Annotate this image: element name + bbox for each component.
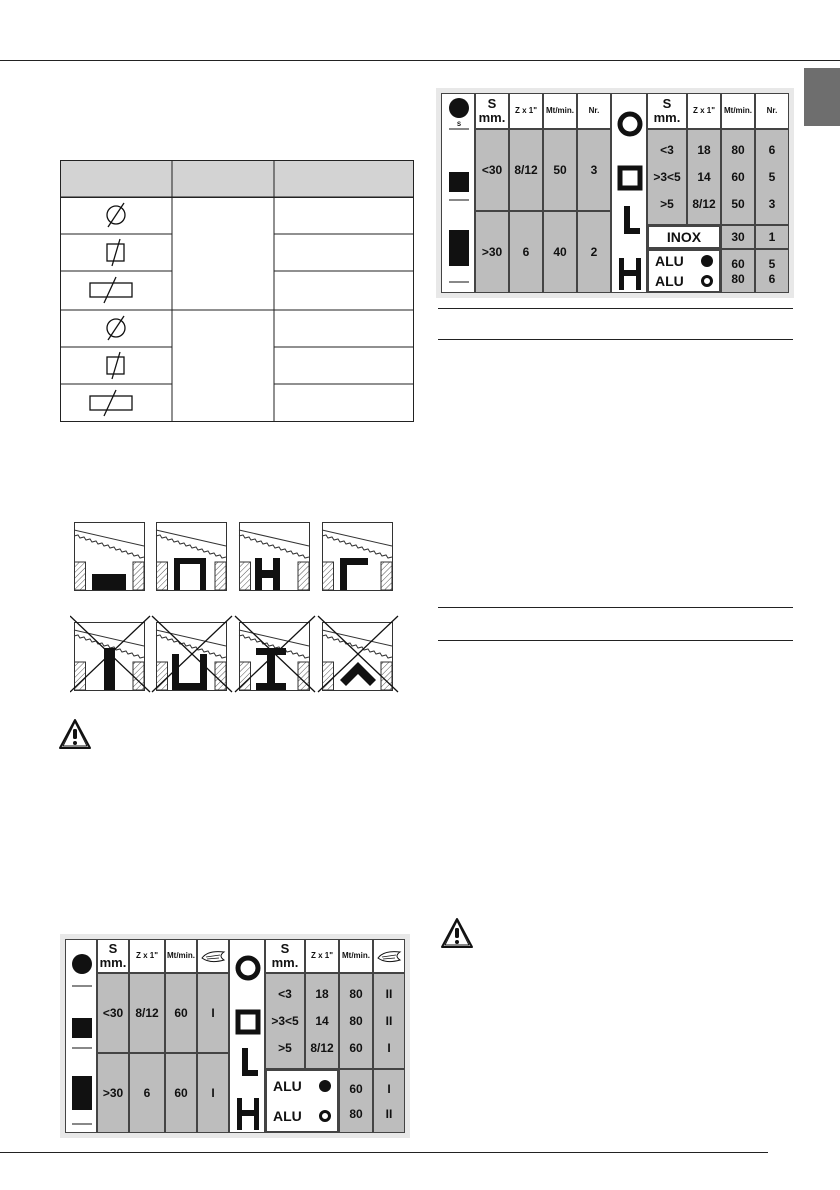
hollow-circle-icon — [319, 1110, 331, 1122]
profile-icons-column — [611, 93, 647, 293]
table-cell: >30 — [97, 1053, 129, 1133]
table-cell: 40 — [543, 211, 577, 293]
table-cell: 60 — [165, 1053, 197, 1133]
table-cell: 3 — [577, 129, 611, 211]
section-rule — [438, 640, 793, 641]
chapter-tab — [804, 68, 840, 126]
incorrect-cut-diagrams — [70, 614, 410, 694]
table-cell: <3 >3<5 >5 — [647, 129, 687, 225]
square-section-icon — [107, 352, 124, 379]
section-rule — [438, 339, 793, 340]
teeth-header: Z x 1" — [305, 939, 339, 973]
section-icons-column — [65, 939, 97, 1133]
table-cell: >30 — [475, 211, 509, 293]
table-cell: I — [197, 973, 229, 1053]
table-cell: <30 — [475, 129, 509, 211]
inox-label: INOX — [647, 225, 721, 249]
solid-circle-icon — [701, 255, 713, 267]
rectangle-section-icon — [90, 277, 132, 303]
speed-header: Mt/min. — [339, 939, 373, 973]
nr-header: Nr. — [755, 93, 789, 129]
alu-labels: ALU ALU — [265, 1069, 339, 1133]
section-rule — [438, 308, 793, 309]
table-cell: 30 — [721, 225, 755, 249]
section-rule — [438, 607, 793, 608]
hollow-circle-icon — [701, 275, 713, 287]
speed-header: Mt/min. — [721, 93, 755, 129]
speed-header: Mt/min. — [165, 939, 197, 973]
section-icons-column — [441, 93, 475, 293]
correct-cut-diagrams — [74, 522, 394, 592]
table-cell: 6 — [129, 1053, 165, 1133]
table-cell: 18 14 8/12 — [687, 129, 721, 225]
blade-speed-table-gears — [60, 934, 410, 1138]
table-cell: 18 14 8/12 — [305, 973, 339, 1069]
alu-labels: ALU ALU — [647, 249, 721, 293]
table-cell: 60 80 — [339, 1069, 373, 1133]
table-cell: 60 — [165, 973, 197, 1053]
round-section-icon — [107, 203, 125, 227]
thickness-header: S mm. — [97, 939, 129, 973]
teeth-header: Z x 1" — [129, 939, 165, 973]
rectangle-section-icon — [90, 390, 132, 416]
table-cell: 50 — [543, 129, 577, 211]
profile-icons-column — [229, 939, 265, 1133]
table-cell: 6 5 3 — [755, 129, 789, 225]
coolant-icon — [197, 939, 229, 973]
blade-speed-table-steel — [436, 88, 794, 298]
table-cell: <30 — [97, 973, 129, 1053]
table-cell: I II — [373, 1069, 405, 1133]
svg-text:S: S — [456, 122, 462, 128]
table-cell: 8/12 — [129, 973, 165, 1053]
teeth-header: Z x 1" — [687, 93, 721, 129]
table-cell: <3 >3<5 >5 — [265, 973, 305, 1069]
thickness-header: S mm. — [265, 939, 305, 973]
table-cell: 8/12 — [509, 129, 543, 211]
teeth-header: Z x 1" — [509, 93, 543, 129]
coolant-icon — [373, 939, 405, 973]
square-section-icon — [107, 239, 124, 266]
table-cell: 5 6 — [755, 249, 789, 293]
solid-circle-icon — [319, 1080, 331, 1092]
table-cell: 60 80 — [721, 249, 755, 293]
footer-rule — [0, 1152, 768, 1153]
warning-icon — [440, 917, 474, 949]
speed-header: Mt/min. — [543, 93, 577, 129]
round-section-icon — [107, 316, 125, 340]
table-cell: 2 — [577, 211, 611, 293]
table-cell: 80 60 50 — [721, 129, 755, 225]
nr-header: Nr. — [577, 93, 611, 129]
cutting-capacity-table — [60, 160, 414, 422]
table-cell: II II I — [373, 973, 405, 1069]
header-rule — [0, 60, 840, 61]
thickness-header: S mm. — [475, 93, 509, 129]
table-cell: 6 — [509, 211, 543, 293]
table-cell: 1 — [755, 225, 789, 249]
table-cell: 80 80 60 — [339, 973, 373, 1069]
table-cell: I — [197, 1053, 229, 1133]
warning-icon — [58, 718, 92, 750]
thickness-header: S mm. — [647, 93, 687, 129]
